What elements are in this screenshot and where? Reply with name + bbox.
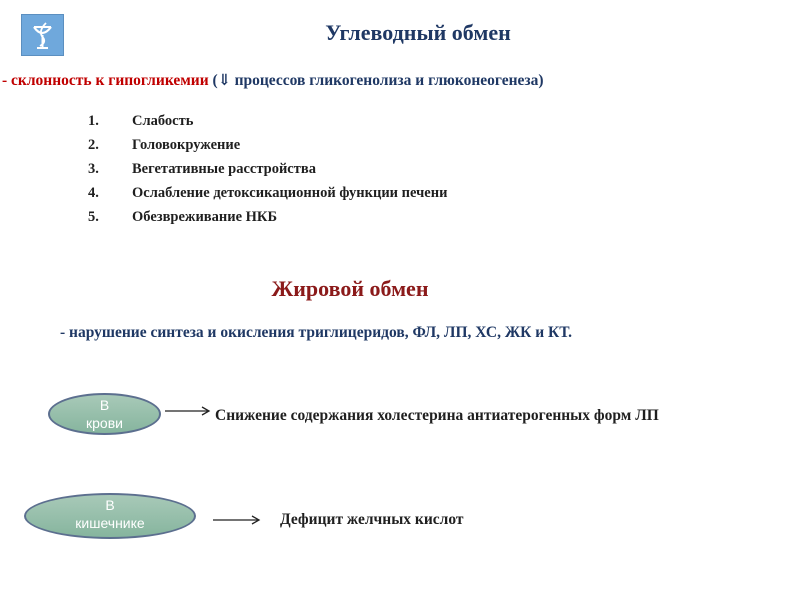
ellipse-label-line2: кишечнике (75, 515, 145, 531)
intestine-effect-text: Дефицит желчных кислот (280, 511, 464, 528)
arrow-right-icon (164, 405, 212, 417)
list-item (88, 109, 447, 133)
carbohydrate-title: Углеводный обмен (325, 20, 511, 45)
item-text: Вегетативные расстройства (132, 161, 316, 177)
medical-logo-icon (21, 14, 64, 56)
list-item (88, 133, 447, 157)
summary-detail: (⇓ процессов гликогенолиза и глюконеогенеза) (208, 72, 544, 89)
item-number: 5. (88, 209, 99, 225)
in-intestine-ellipse (24, 493, 196, 539)
in-blood-ellipse (48, 393, 161, 435)
symptom-list (88, 109, 447, 229)
carbohydrate-summary (2, 70, 544, 90)
item-text: Головокружение (132, 137, 241, 153)
item-text: Обезвреживание НКБ (132, 209, 278, 225)
item-number: 3. (88, 161, 99, 177)
item-number: 2. (88, 137, 99, 153)
ellipse-label-line2: крови (86, 415, 123, 431)
list-item (88, 157, 447, 181)
list-item (88, 181, 447, 205)
fat-summary: - нарушение синтеза и окисления триглицеридов, ФЛ, ЛП, ХС, ЖК и КТ. (60, 324, 572, 341)
arrow-right-icon (212, 514, 262, 526)
item-text: Ослабление детоксикационной функции печени (132, 185, 448, 201)
item-text: Слабость (132, 113, 194, 129)
ellipse-label-line1: В (105, 497, 115, 513)
hypoglycemia-tendency: склонность к гипогликемии (11, 72, 209, 89)
list-item (88, 205, 447, 229)
fat-metabolism-title: Жировой обмен (271, 276, 429, 301)
item-number: 4. (88, 185, 99, 201)
blood-effect-text: Снижение содержания холестерина антиатерогенных форм ЛП (215, 407, 659, 424)
item-number: 1. (88, 113, 99, 129)
summary-dash: - (2, 72, 12, 89)
ellipse-label-line1: В (99, 397, 110, 413)
